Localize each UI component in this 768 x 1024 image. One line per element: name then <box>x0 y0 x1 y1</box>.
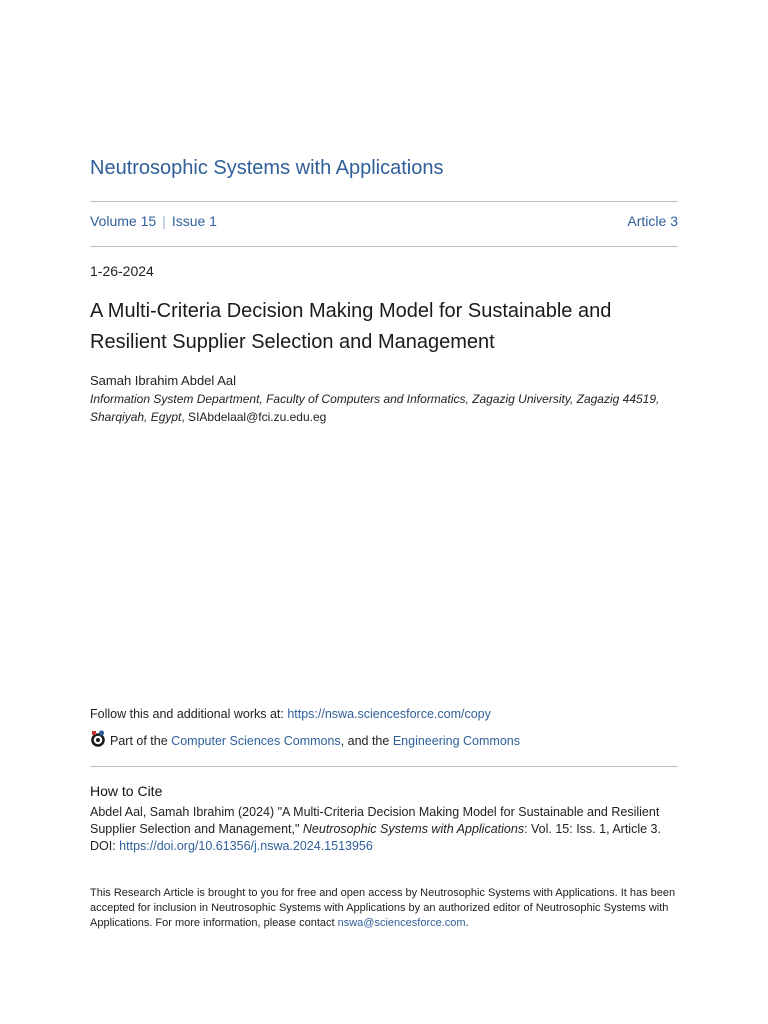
affiliation-text: Information System Department, Faculty of Computers and Informatics, Zagazig University, Zagazig 44519, Sharqiyah, Egypt <box>90 392 660 424</box>
how-to-cite-heading: How to Cite <box>90 783 163 799</box>
computer-sciences-commons-link[interactable]: Computer Sciences Commons <box>171 733 341 748</box>
citation-journal: Neutrosophic Systems with Applications <box>302 822 525 836</box>
part-of-middle: , and the <box>340 733 390 748</box>
issue-separator: | <box>162 213 166 229</box>
author-email: , SIAbdelaal@fci.zu.edu.eg <box>181 410 327 424</box>
part-of-prefix: Part of the <box>110 733 168 748</box>
article-link[interactable]: Article 3 <box>627 213 678 229</box>
author-affiliation <box>90 390 680 426</box>
issue-divider <box>90 246 678 247</box>
top-divider <box>90 201 678 202</box>
citation-text <box>90 804 682 855</box>
follow-line <box>90 707 491 721</box>
author-name: Samah Ibrahim Abdel Aal <box>90 373 236 388</box>
doi-link[interactable]: https://doi.org/10.61356/j.nswa.2024.1513956 <box>119 839 373 853</box>
publication-date: 1-26-2024 <box>90 263 154 279</box>
citation-end: : Vol. 15: Iss. 1, Article 3. <box>524 822 661 836</box>
issue-link[interactable]: Issue 1 <box>171 213 217 229</box>
issue-row <box>90 213 678 229</box>
access-footer <box>90 886 682 931</box>
citation-start: Abdel Aal, Samah Ibrahim (2024) "A Multi-Criteria Decision Making Model for Sustainable and Resilient Supplier Selection and Management," <box>90 805 660 836</box>
follow-link[interactable]: https://nswa.sciencesforce.com/copy <box>287 707 491 721</box>
article-title: A Multi-Criteria Decision Making Model for Sustainable and Resilient Supplier Selection and Management <box>90 300 612 353</box>
cite-divider <box>90 766 678 767</box>
volume-link[interactable]: Volume 15 <box>90 213 157 229</box>
contact-email-link[interactable]: nswa@sciencesforce.com <box>337 917 466 929</box>
engineering-commons-link[interactable]: Engineering Commons <box>392 733 520 748</box>
doi-label: DOI: <box>90 839 120 853</box>
footer-text: This Research Article is brought to you for free and open access by Neutrosophic Systems with Applications. It has been accepted for inclusion in Neutrosophic Systems with Applications by an authorized editor of Neutrosophic Systems with Applications. For more information, please contact <box>90 887 676 929</box>
follow-text: Follow this and additional works at: <box>90 707 288 721</box>
footer-end: . <box>465 917 469 929</box>
commons-network-icon <box>90 730 110 751</box>
part-of-line <box>90 730 520 751</box>
journal-title-link[interactable]: Neutrosophic Systems with Applications <box>90 157 444 179</box>
